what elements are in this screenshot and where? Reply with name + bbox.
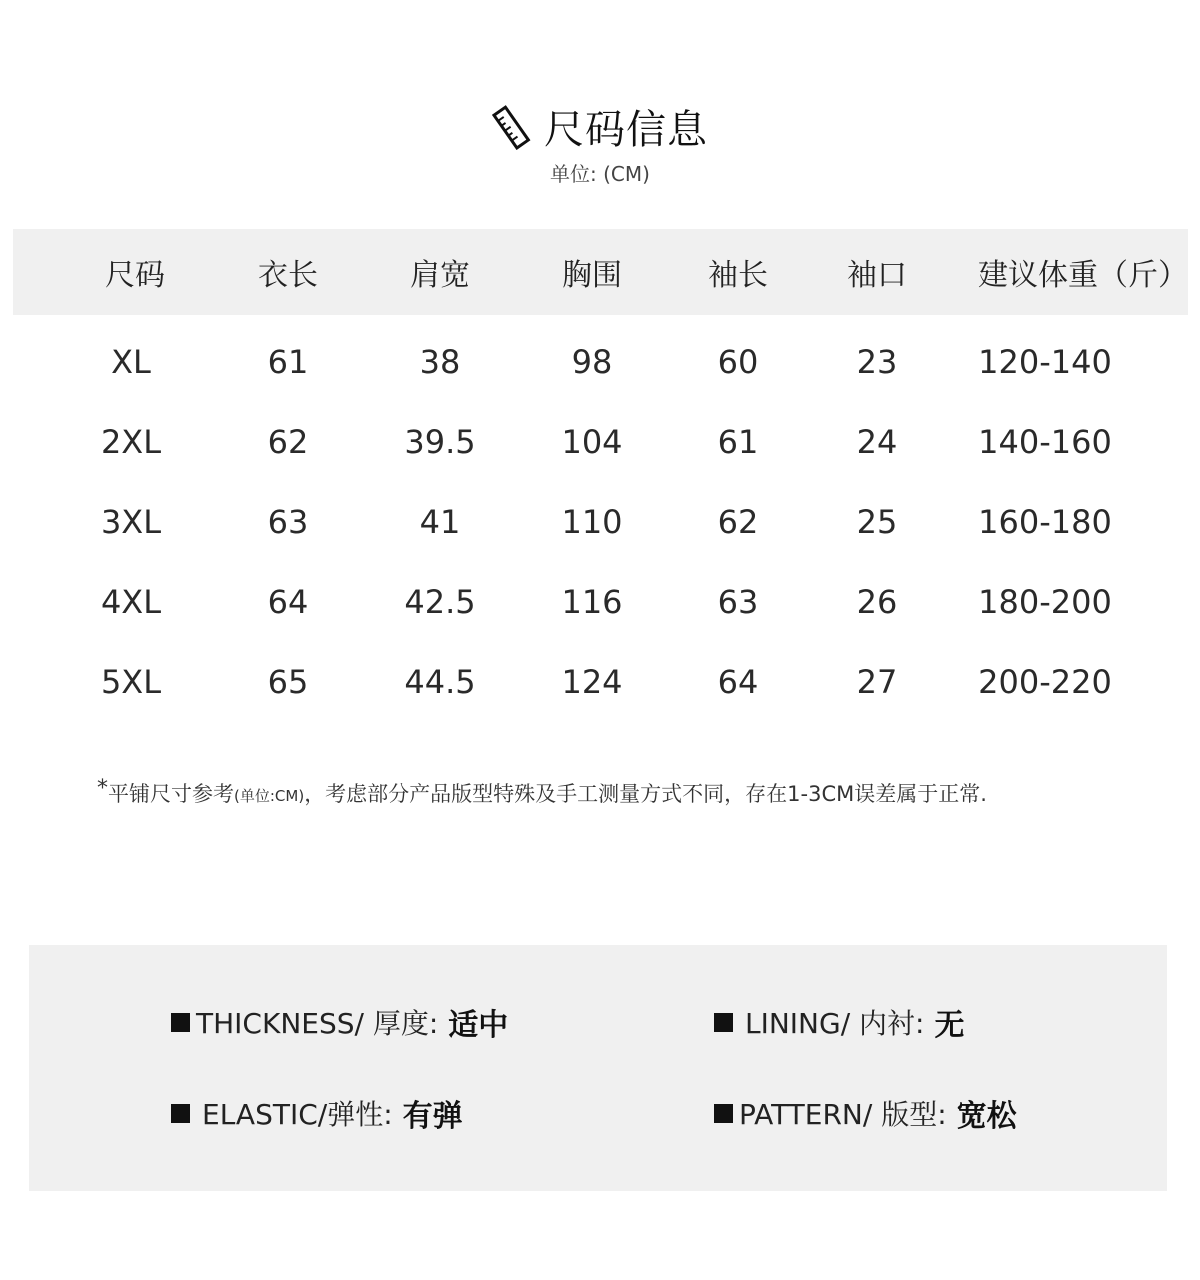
- table-cell: 4XL: [100, 583, 162, 621]
- table-cell: 24: [856, 423, 898, 461]
- measurement-note: [97, 776, 987, 808]
- table-cell: 44.5: [404, 663, 476, 701]
- note-unit: (单位:CM): [234, 787, 305, 805]
- lining-value: 无: [934, 1008, 965, 1043]
- header-chest: 胸围: [562, 258, 622, 293]
- table-cell: 98: [571, 343, 613, 381]
- table-cell: 41: [419, 503, 461, 541]
- table-cell: 65: [267, 663, 309, 701]
- table-cell: 60: [717, 343, 759, 381]
- table-cell: 62: [267, 423, 309, 461]
- thickness-item: [171, 1000, 508, 1044]
- thickness-value: 适中: [448, 1008, 509, 1043]
- table-cell: 63: [267, 503, 309, 541]
- table-cell: 124: [561, 663, 623, 701]
- square-bullet-icon: [714, 1013, 733, 1032]
- header-weight: 建议体重（斤）: [978, 258, 1188, 293]
- ruler-icon: [492, 104, 532, 150]
- table-cell: 160-180: [978, 503, 1112, 541]
- table-cell: 23: [856, 343, 898, 381]
- note-text-1: 平铺尺寸参考: [108, 782, 234, 806]
- table-cell: 110: [561, 503, 623, 541]
- title-row: [0, 98, 1200, 155]
- elastic-value: 有弹: [402, 1099, 463, 1134]
- header-size: 尺码: [105, 258, 165, 293]
- table-cell: 140-160: [978, 423, 1112, 461]
- table-cell: 104: [561, 423, 623, 461]
- header-sleeve: 袖长: [708, 258, 768, 293]
- square-bullet-icon: [171, 1013, 190, 1032]
- table-cell: 63: [717, 583, 759, 621]
- table-cell: 62: [717, 503, 759, 541]
- square-bullet-icon: [714, 1104, 733, 1123]
- table-cell: 200-220: [978, 663, 1112, 701]
- unit-label: 单位: (CM): [550, 162, 650, 186]
- pattern-label: PATTERN/ 版型:: [739, 1098, 947, 1131]
- header-shoulder: 肩宽: [410, 258, 470, 293]
- table-cell: 61: [267, 343, 309, 381]
- elastic-label: ELASTIC/弹性:: [202, 1098, 393, 1131]
- table-cell: 39.5: [404, 423, 476, 461]
- table-cell: XL: [111, 343, 151, 381]
- fabric-info-box: [29, 945, 1167, 1191]
- note-asterisk: *: [97, 776, 108, 801]
- table-cell: 120-140: [978, 343, 1112, 381]
- table-cell: 64: [717, 663, 759, 701]
- table-cell: 61: [717, 423, 759, 461]
- header-cuff: 袖口: [847, 258, 907, 293]
- pattern-item: [714, 1091, 1017, 1135]
- note-text-2: ，考虑部分产品版型特殊及手工测量方式不同，存在1-3CM误差属于正常.: [304, 782, 987, 806]
- table-cell: 180-200: [978, 583, 1112, 621]
- elastic-item: [171, 1091, 463, 1135]
- page-title: 尺码信息: [544, 107, 708, 153]
- table-cell: 5XL: [100, 663, 162, 701]
- square-bullet-icon: [171, 1104, 190, 1123]
- table-cell: 64: [267, 583, 309, 621]
- table-cell: 38: [419, 343, 461, 381]
- pattern-value: 宽松: [956, 1099, 1017, 1134]
- table-cell: 26: [856, 583, 898, 621]
- lining-item: [714, 1000, 964, 1044]
- header-length: 衣长: [258, 258, 318, 293]
- table-cell: 27: [856, 663, 898, 701]
- lining-label: LINING/ 内衬:: [745, 1007, 925, 1040]
- table-cell: 116: [561, 583, 623, 621]
- table-cell: 2XL: [100, 423, 162, 461]
- table-cell: 25: [856, 503, 898, 541]
- table-cell: 42.5: [404, 583, 476, 621]
- thickness-label: THICKNESS/ 厚度:: [196, 1007, 439, 1040]
- table-cell: 3XL: [100, 503, 162, 541]
